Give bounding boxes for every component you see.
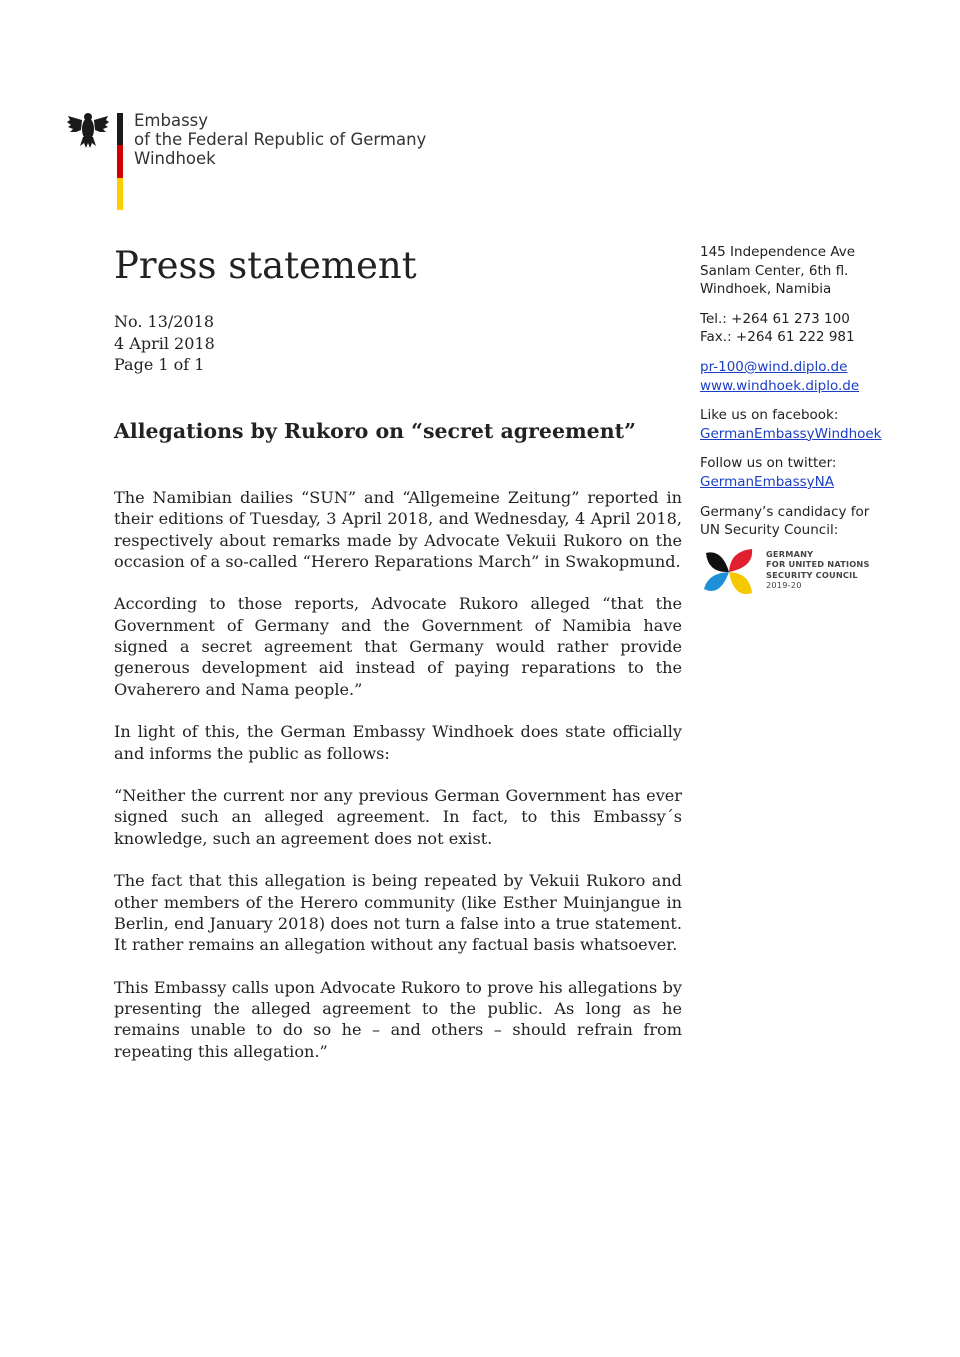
statement-heading: Allegations by Rukoro on “secret agreement”: [114, 419, 636, 443]
embassy-name-line1: Embassy: [134, 111, 209, 130]
unsc-logo-line: SECURITY COUNCIL: [766, 569, 858, 580]
page-indicator: Page 1 of 1: [114, 355, 205, 374]
federal-eagle-icon: [66, 110, 110, 150]
address-line: 145 Independence Ave: [700, 244, 856, 260]
body-paragraph: The Namibian dailies “SUN” and “Allgemeine Zeitung” reported in their editions of Tuesday, 3 April 2018, and Wednesday, 4 April 2018, respectively about remarks made by Advocate Vekuii Rukoro on the occasion of a so-called “Herero Reparations March” in Swakopmund.: [114, 488, 682, 571]
statement-number: No. 13/2018: [114, 312, 214, 331]
flag-stripe-black: [117, 113, 123, 145]
email-link[interactable]: pr-100@wind.diplo.de: [700, 358, 848, 375]
facebook-label: Like us on facebook:: [700, 407, 839, 424]
twitter-label: Follow us on twitter:: [700, 455, 837, 472]
website-link[interactable]: www.windhoek.diplo.de: [700, 377, 860, 394]
address-block: [700, 243, 940, 299]
body-paragraph: In light of this, the German Embassy Windhoek does state officially and informs the public as follows:: [114, 722, 682, 763]
body-paragraph: According to those reports, Advocate Rukoro alleged “that the Government of Germany and the Government of Namibia have signed a secret agreement that Germany would rather provide generous development aid instead of paying reparations to the Ovaherero and Nama people.”: [114, 594, 682, 699]
unsc-logo-years: 2019-20: [766, 580, 802, 591]
unsc-candidacy-logo: [700, 543, 940, 601]
unsc-logo-line: FOR UNITED NATIONS: [766, 559, 870, 570]
document-meta: [114, 311, 215, 376]
facebook-block: [700, 406, 940, 443]
flag-stripe-red: [117, 145, 123, 177]
body-paragraph: This Embassy calls upon Advocate Rukoro to prove his allegations by presenting the alleged agreement to the public. As long as he remains unable to do so he – and others – should refrain from repeating this allegation.”: [114, 977, 682, 1061]
twitter-link[interactable]: GermanEmbassyNA: [700, 473, 834, 490]
address-line: Windhoek, Namibia: [700, 281, 832, 298]
unsc-flower-icon: [700, 543, 758, 601]
embassy-name-line3: Windhoek: [134, 149, 216, 168]
unsc-logo-line: GERMANY: [766, 548, 814, 559]
document-title: Press statement: [114, 244, 417, 287]
facebook-link[interactable]: GermanEmbassyWindhoek: [700, 425, 882, 442]
unsc-logo-text: [766, 549, 870, 591]
body-paragraph: “Neither the current nor any previous German Government has ever signed such an alleged agreement. In fact, to this Embassy´s knowledge, such an agreement does not exist.: [114, 786, 682, 848]
online-block: [700, 358, 940, 395]
twitter-block: [700, 454, 940, 491]
statement-date: 4 April 2018: [114, 333, 215, 353]
candidacy-label: UN Security Council:: [700, 522, 839, 539]
embassy-name: [134, 111, 426, 168]
candidacy-block: [700, 503, 940, 601]
candidacy-label: Germany’s candidacy for: [700, 503, 870, 520]
embassy-name-line2: of the Federal Republic of Germany: [134, 130, 427, 149]
address-line: Sanlam Center, 6th fl.: [700, 262, 849, 279]
phone-block: [700, 310, 940, 347]
flag-color-bar: [117, 113, 123, 210]
flag-stripe-gold: [117, 178, 123, 210]
fax: Fax.: +264 61 222 981: [700, 329, 855, 346]
body-paragraph: The fact that this allegation is being repeated by Vekuii Rukoro and other members of the Herero community (like Esther Muinjangue in Berlin, end January 2018) does not turn a false into a true statement. It rather remains an allegation without any factual basis whatsoever.: [114, 871, 682, 955]
contact-sidebar: [700, 243, 940, 612]
telephone: Tel.: +264 61 273 100: [700, 310, 850, 327]
statement-body: [114, 487, 682, 1083]
